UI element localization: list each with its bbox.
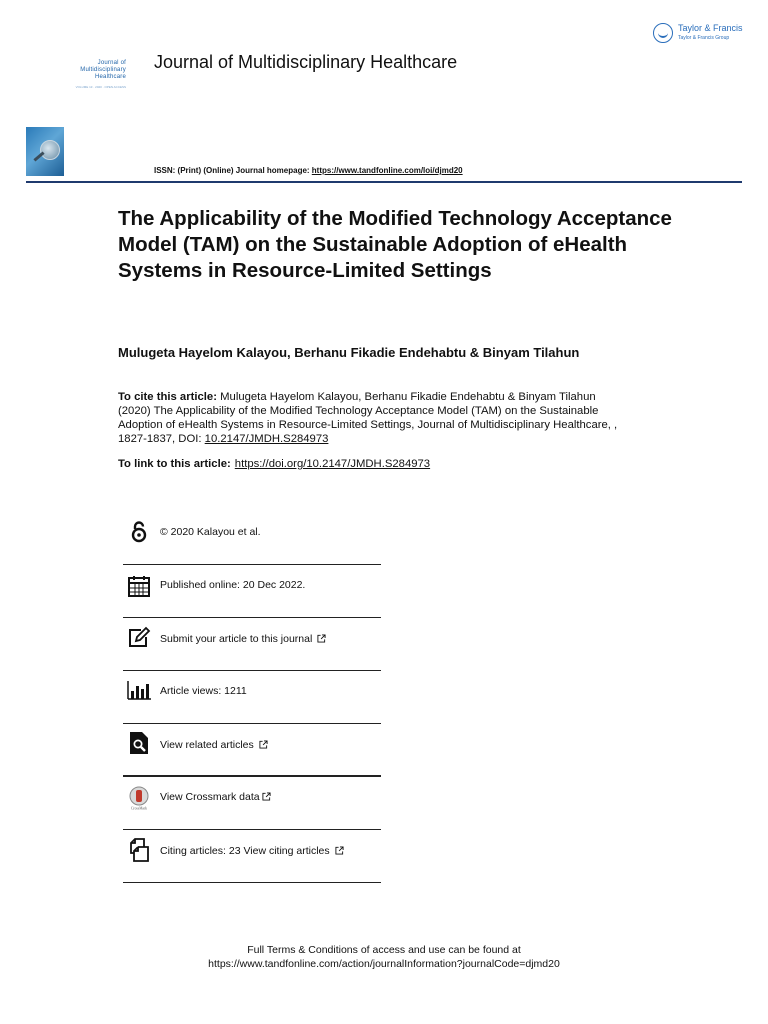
- submit-label[interactable]: Submit your article to this journal: [160, 633, 313, 645]
- related-text[interactable]: [160, 739, 268, 751]
- external-link-icon: [335, 846, 344, 855]
- search-document-icon: [127, 731, 151, 755]
- crossmark-row[interactable]: [123, 777, 381, 830]
- views-text: Article views: 1211: [160, 685, 247, 697]
- magnifier-lens: [40, 140, 60, 160]
- article-title: The Applicability of the Modified Technology Acceptance Model (TAM) on the Sustainable Adoption of eHealth Systems in Resource-Limited Settings: [118, 207, 672, 282]
- publisher-logo-icon: [653, 23, 673, 43]
- cite-label: To cite this article:: [118, 391, 217, 403]
- crossmark-icon: [127, 786, 151, 810]
- row-divider: [123, 882, 381, 883]
- journal-cover-image: [26, 127, 64, 176]
- license-row: [123, 512, 381, 565]
- publisher-logo[interactable]: [653, 22, 753, 48]
- header-divider: [26, 181, 742, 183]
- crossmark-text[interactable]: [160, 791, 271, 803]
- journal-homepage-link[interactable]: https://www.tandfonline.com/loi/djmd20: [311, 166, 463, 175]
- article-link-line: [118, 458, 430, 470]
- publisher-name: Taylor & Francis: [678, 23, 743, 33]
- views-row: [123, 671, 381, 724]
- external-link-icon: [317, 634, 326, 643]
- link-label: To link to this article:: [118, 458, 231, 470]
- external-link-icon: [259, 740, 268, 749]
- cite-text: Mulugeta Hayelom Kalayou, Berhanu Fikadie Endehabtu & Binyam Tilahun (2020) The Applicability of the Modified Technology Acceptance Model (TAM) on the Sustainable Adoption of eHealth Systems in Resource-Limited Settings, Journal of Multidisciplinary Healthcare, , 1827-1837, DOI:: [118, 391, 618, 445]
- bar-chart-icon: [127, 679, 151, 703]
- open-access-icon: [127, 520, 151, 544]
- publisher-group: Taylor & Francis Group: [678, 35, 730, 41]
- footer-line1: Full Terms & Conditions of access and use can be found at: [247, 944, 521, 956]
- citation-block: [118, 390, 628, 446]
- citing-row[interactable]: [123, 830, 381, 883]
- journal-logo-line1: Journal of: [97, 60, 126, 66]
- article-doi-url[interactable]: https://doi.org/10.2147/JMDH.S284973: [234, 458, 431, 470]
- journal-logo-line3: Healthcare: [94, 74, 126, 80]
- journal-logo-line2: Multidisciplinary: [80, 67, 126, 73]
- footer: [0, 943, 768, 971]
- published-text: Published online: 20 Dec 2022.: [160, 579, 306, 591]
- crossmark-label[interactable]: View Crossmark data: [160, 791, 260, 803]
- related-label[interactable]: View related articles: [160, 739, 254, 751]
- submit-row[interactable]: [123, 618, 381, 671]
- journal-logo-line4: VOLUME 13 · 2020 · OPEN ACCESS: [75, 85, 126, 89]
- license-text: © 2020 Kalayou et al.: [160, 526, 261, 538]
- journal-title: Journal of Multidisciplinary Healthcare: [154, 52, 458, 72]
- issn-line: [154, 166, 463, 175]
- related-row[interactable]: [123, 724, 381, 777]
- citing-label[interactable]: Citing articles: 23 View citing articles: [160, 845, 330, 857]
- submit-text[interactable]: [160, 633, 326, 645]
- journal-logo: [52, 60, 126, 96]
- citing-text[interactable]: [160, 845, 344, 857]
- citing-articles-icon: [127, 838, 151, 862]
- doi-link[interactable]: 10.2147/JMDH.S284973: [204, 433, 329, 445]
- external-link-icon: [262, 792, 271, 801]
- svg-text:CrossMark: CrossMark: [131, 806, 147, 810]
- issn-prefix: ISSN: (Print) (Online) Journal homepage:: [154, 166, 312, 175]
- footer-terms-link[interactable]: https://www.tandfonline.com/action/journalInformation?journalCode=djmd20: [208, 958, 560, 970]
- article-authors: Mulugeta Hayelom Kalayou, Berhanu Fikadie Endehabtu & Binyam Tilahun: [118, 345, 580, 360]
- calendar-icon: [127, 574, 151, 598]
- published-row: [123, 565, 381, 618]
- edit-icon: [127, 626, 151, 650]
